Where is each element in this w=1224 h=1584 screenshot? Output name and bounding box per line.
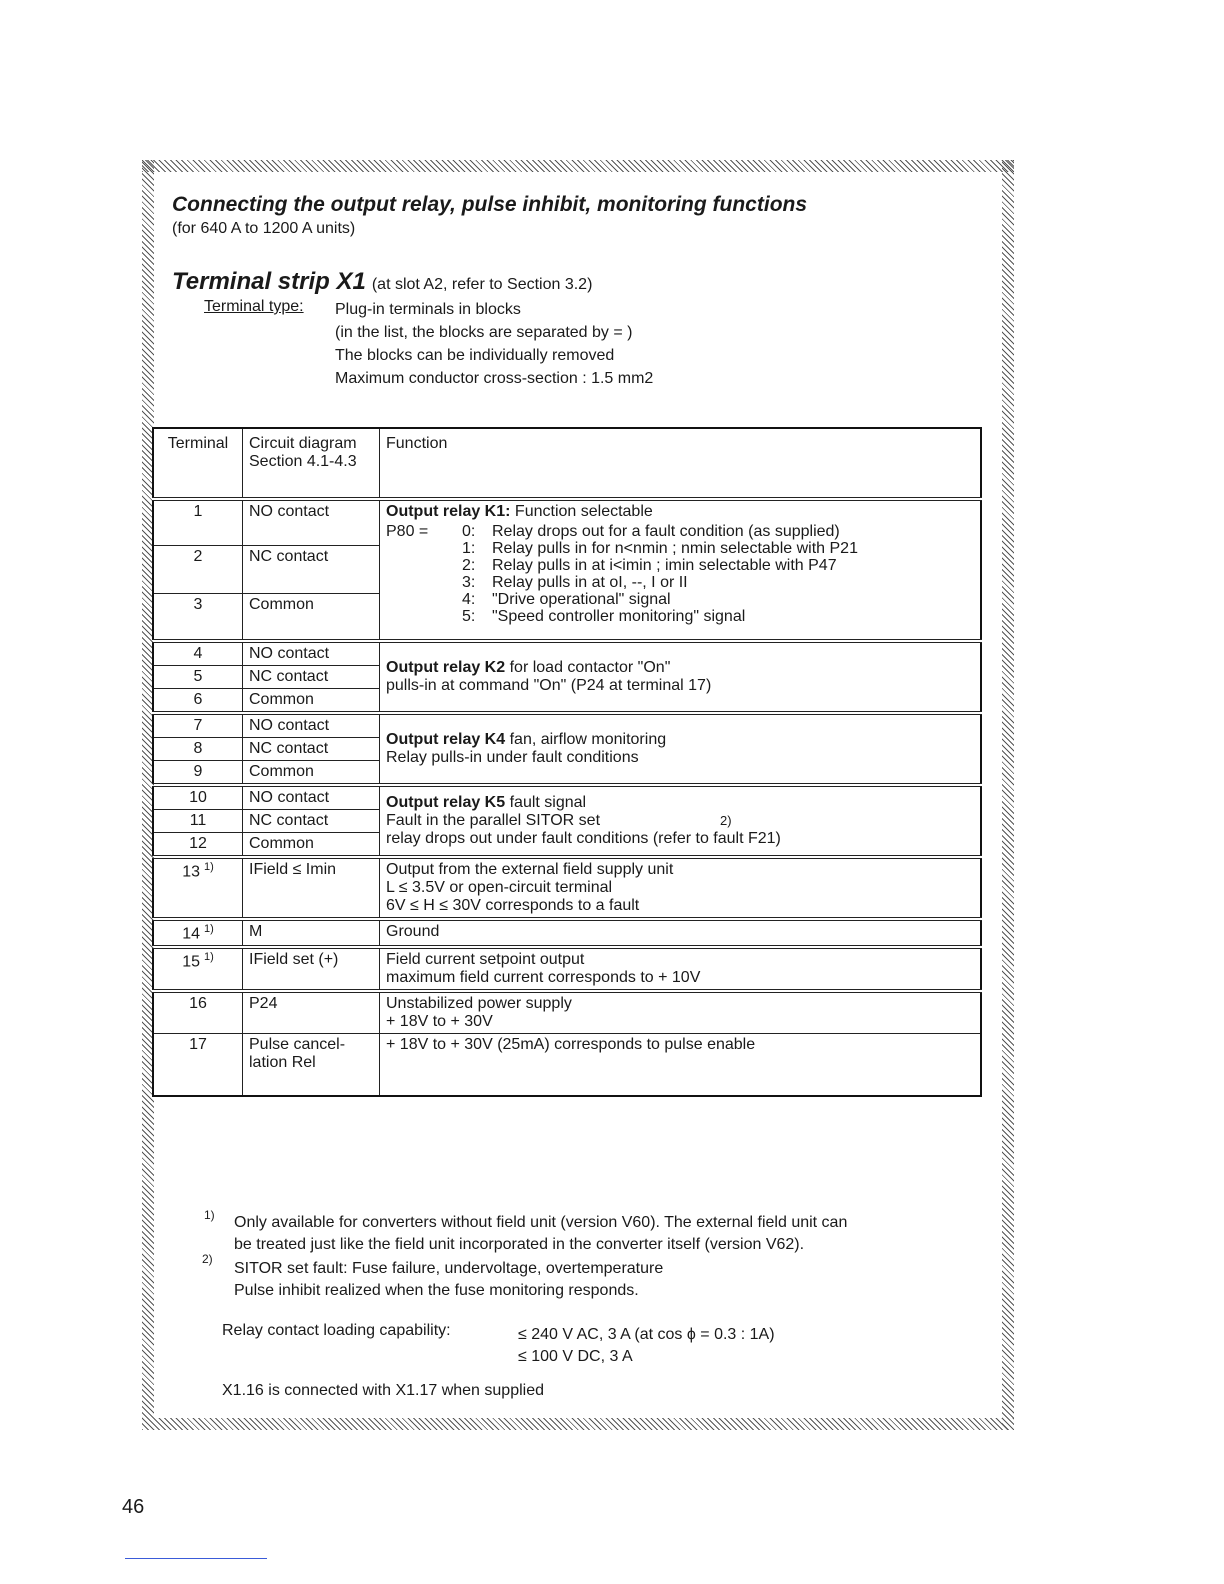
footnote-ref: 1) <box>204 951 214 964</box>
footnote-2 <box>234 1258 663 1302</box>
load-value: ≤ 100 V DC, 3 A <box>518 1348 633 1365</box>
header-terminal: Terminal <box>153 428 243 499</box>
list-item <box>386 608 974 625</box>
k2-description: pulls-in at command "On" (P24 at terminal 17) <box>386 677 712 694</box>
table-row <box>153 947 981 991</box>
option-text: "Speed controller monitoring" signal <box>492 608 746 625</box>
k1-title-rest: Function selectable <box>514 503 653 520</box>
option-text: Relay pulls in for n<nmin ; nmin selectable with P21 <box>492 540 858 557</box>
terminal-cell <box>153 919 243 947</box>
terminal-type-line: Plug-in terminals in blocks <box>335 301 521 318</box>
function-line: Field current setpoint output <box>386 951 585 969</box>
table-row <box>153 991 981 1034</box>
list-item <box>386 591 974 608</box>
header-circuit: Circuit diagram Section 4.1-4.3 <box>243 428 380 499</box>
function-line: 6V ≤ H ≤ 30V corresponds to a fault <box>386 897 640 914</box>
terminal-number: 14 <box>182 925 200 943</box>
terminal-number: 15 <box>182 953 200 971</box>
function-t15 <box>380 947 982 991</box>
option-text: Relay drops out for a fault condition (as supplied) <box>492 523 840 540</box>
k5-title: Output relay K5 <box>386 794 506 811</box>
circuit-label: Common <box>243 593 380 641</box>
terminal-number: 4 <box>153 641 243 666</box>
frame-hatch-right <box>1002 160 1014 1430</box>
option-number: 4: <box>462 591 476 608</box>
load-value: ≤ 240 V AC, 3 A (at cos ϕ = 0.3 : 1A) <box>518 1326 775 1343</box>
footnote-line: SITOR set fault: Fuse failure, undervoltage, overtemperature <box>234 1260 664 1277</box>
terminal-number: 6 <box>153 689 243 714</box>
function-line: Unstabilized power supply <box>386 995 572 1013</box>
terminal-cell <box>153 947 243 991</box>
footnote-ref: 1) <box>204 923 214 935</box>
table-row <box>153 857 981 919</box>
terminal-strip-note: (at slot A2, refer to Section 3.2) <box>371 276 593 293</box>
footnote-line: Only available for converters without field unit (version V60). The external field unit can <box>234 1214 848 1231</box>
option-number: 1: <box>462 540 476 557</box>
table-row <box>153 919 981 947</box>
footnote-mark: 2) <box>202 1252 213 1266</box>
frame-hatch-top <box>142 160 1014 172</box>
k5-title-rest: fault signal <box>509 794 587 811</box>
function-t14: Ground <box>380 919 982 947</box>
terminal-type-label: Terminal type: <box>204 298 304 315</box>
terminal-type-line: The blocks can be individually removed <box>335 347 615 364</box>
terminal-number: 5 <box>153 666 243 689</box>
function-line: Output from the external field supply unit <box>386 861 674 878</box>
k4-title-rest: fan, airflow monitoring <box>509 731 667 748</box>
function-k4 <box>380 713 982 785</box>
function-k1 <box>380 499 982 641</box>
function-line: L ≤ 3.5V or open-circuit terminal <box>386 879 613 896</box>
list-item <box>386 540 974 557</box>
k5-footnote-ref: 2) <box>720 813 732 828</box>
function-k5 <box>380 785 982 857</box>
terminal-number: 2 <box>153 545 243 593</box>
terminal-strip-heading <box>172 268 592 296</box>
footnote-line: Pulse inhibit realized when the fuse monitoring responds. <box>234 1282 639 1299</box>
load-capability-values <box>518 1324 775 1368</box>
table-row <box>153 499 981 545</box>
circuit-label: NO contact <box>243 785 380 810</box>
k4-title: Output relay K4 <box>386 731 506 748</box>
function-t13 <box>380 857 982 919</box>
terminal-number: 10 <box>153 785 243 810</box>
header-function: Function <box>380 428 982 499</box>
circuit-label: NO contact <box>243 713 380 738</box>
list-item <box>386 574 974 591</box>
circuit-label: Pulse cancel-lation Rel <box>243 1034 380 1096</box>
option-number: 2: <box>462 557 476 574</box>
supply-note: X1.16 is connected with X1.17 when supplied <box>222 1382 544 1399</box>
terminal-number: 9 <box>153 761 243 786</box>
terminal-cell <box>153 857 243 919</box>
k5-description: Fault in the parallel SITOR set <box>386 812 601 829</box>
circuit-label: P24 <box>243 991 380 1034</box>
circuit-label: NO contact <box>243 499 380 545</box>
terminal-number: 7 <box>153 713 243 738</box>
circuit-label: NC contact <box>243 738 380 761</box>
terminal-number: 8 <box>153 738 243 761</box>
k1-param: P80 = <box>386 523 429 540</box>
option-number: 0: <box>462 523 476 540</box>
circuit-label: IField set (+) <box>243 947 380 991</box>
terminal-strip-title: Terminal strip X1 <box>172 268 366 295</box>
k4-description: Relay pulls-in under fault conditions <box>386 749 639 766</box>
frame-hatch-bottom <box>142 1418 1014 1430</box>
function-t17: + 18V to + 30V (25mA) corresponds to pulse enable <box>380 1034 982 1096</box>
footnote-ref: 1) <box>204 861 214 873</box>
function-t16 <box>380 991 982 1034</box>
option-number: 3: <box>462 574 476 591</box>
footer-rule <box>125 1558 267 1559</box>
table-row <box>153 785 981 810</box>
footnote-1 <box>234 1212 847 1256</box>
terminal-table <box>152 427 982 1097</box>
terminal-number: 3 <box>153 593 243 641</box>
k1-title: Output relay K1: <box>386 503 511 520</box>
circuit-label: NC contact <box>243 810 380 833</box>
circuit-label: M <box>243 919 380 947</box>
table-row <box>153 641 981 666</box>
k1-options <box>386 523 974 625</box>
page-number: 46 <box>122 1496 145 1518</box>
circuit-label: NC contact <box>243 545 380 593</box>
terminal-number: 11 <box>153 810 243 833</box>
terminal-number: 12 <box>153 833 243 858</box>
terminal-type-line: Maximum conductor cross-section : 1.5 mm2 <box>335 370 654 387</box>
k2-title-rest: for load contactor "On" <box>509 659 671 676</box>
terminal-type-description <box>335 298 653 390</box>
k5-description-2: relay drops out under fault conditions (refer to fault F21) <box>386 830 781 847</box>
terminal-number: 13 <box>182 863 200 881</box>
circuit-label: NO contact <box>243 641 380 666</box>
terminal-type-line: (in the list, the blocks are separated by = ) <box>335 324 633 341</box>
option-text: Relay pulls in at i<imin ; imin selectable with P47 <box>492 557 837 574</box>
table-row <box>153 1034 981 1096</box>
terminal-number: 17 <box>153 1034 243 1096</box>
terminal-number: 1 <box>153 499 243 545</box>
page-title: Connecting the output relay, pulse inhibit, monitoring functions <box>172 193 808 216</box>
function-k2 <box>380 641 982 713</box>
list-item <box>386 557 974 574</box>
circuit-label: IField ≤ Imin <box>243 857 380 919</box>
circuit-label: NC contact <box>243 666 380 689</box>
table-header-row <box>153 428 981 499</box>
option-text: Relay pulls in at oI, --, I or II <box>492 574 688 591</box>
option-number: 5: <box>462 608 476 625</box>
terminal-number: 16 <box>153 991 243 1034</box>
footnote-mark: 1) <box>204 1208 215 1222</box>
circuit-label: Common <box>243 761 380 786</box>
footnote-line: be treated just like the field unit incorporated in the converter itself (version V62). <box>234 1236 805 1253</box>
list-item <box>386 523 974 540</box>
function-line: + 18V to + 30V <box>386 1013 493 1031</box>
k2-title: Output relay K2 <box>386 659 506 676</box>
circuit-label: Common <box>243 689 380 714</box>
table-row <box>153 713 981 738</box>
page-subtitle: (for 640 A to 1200 A units) <box>172 220 356 237</box>
load-capability-label: Relay contact loading capability: <box>222 1322 451 1339</box>
function-line: maximum field current corresponds to + 10V <box>386 969 701 987</box>
option-text: "Drive operational" signal <box>492 591 671 608</box>
circuit-label: Common <box>243 833 380 858</box>
